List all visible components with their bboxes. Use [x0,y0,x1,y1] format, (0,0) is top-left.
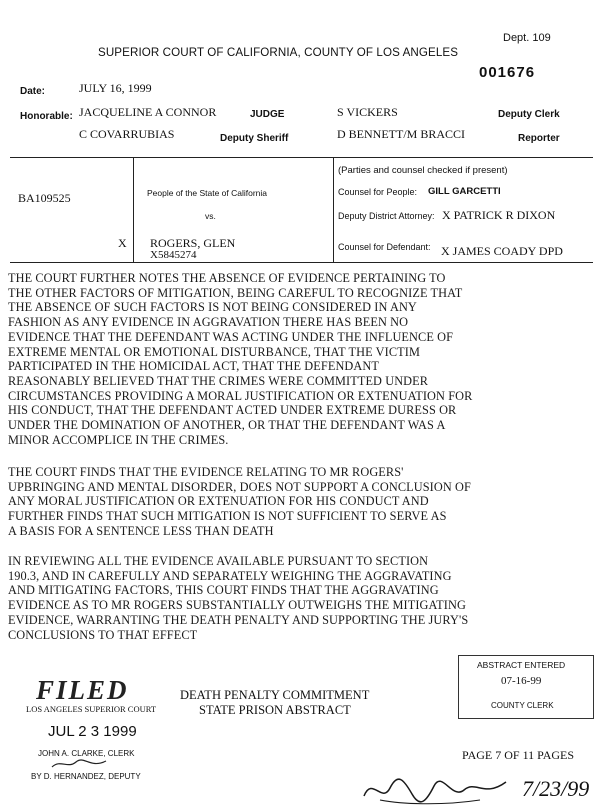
sheriff-label: Deputy Sheriff [220,133,289,144]
text-line: HIS CONDUCT, THAT THE DEFENDANT ACTED UNDER EXTREME DURESS OR [8,403,457,418]
sheriff-name: C COVARRUBIAS [79,127,175,141]
clerk-label: Deputy Clerk [498,109,560,120]
text-line: AND MITIGATING FACTORS, THIS COURT FINDS THAT THE AGGRAVATING [8,583,439,598]
judge-label: JUDGE [250,109,285,120]
case-box-top-rule [10,157,593,158]
text-line: EVIDENCE THAT THE DEFENDANT WAS ACTING UNDER THE INFLUENCE OF [8,329,454,344]
clerk-name: S VICKERS [337,105,398,119]
abstract-entered-box [458,655,594,719]
counsel-defendant-label: Counsel for Defendant: [338,242,431,252]
dda-label: Deputy District Attorney: [338,211,435,221]
court-title: SUPERIOR COURT OF CALIFORNIA, COUNTY OF LOS ANGELES [98,46,459,59]
text-line: MINOR ACCOMPLICE IN THE CRIMES. [8,432,229,447]
text-line: EXTREME MENTAL OR EMOTIONAL DISTURBANCE, THAT THE VICTIM [8,344,420,359]
text-line: UPBRINGING AND MENTAL DISORDER, DOES NOT SUPPORT A CONCLUSION OF [8,479,471,494]
dept-number: Dept. 109 [503,32,551,44]
case-box-bottom-rule [10,262,593,263]
text-line: THE ABSENCE OF SUCH FACTORS IS NOT BEING CONSIDERED IN ANY [8,300,417,315]
reporter-name: D BENNETT/M BRACCI [337,127,466,141]
dda-value: X PATRICK R DIXON [442,208,556,222]
defendant-name: ROGERS, GLEN [150,236,236,250]
counsel-people-value: GILL GARCETTI [428,186,501,197]
text-line: FASHION AS ANY EVIDENCE IN AGGRAVATION THERE HAS BEEN NO [8,315,409,330]
paragraph-mitigation-factors [8,271,593,447]
counsel-people-label: Counsel for People: [338,187,418,197]
signature-date: 7/23/99 [522,776,590,801]
text-line: THE COURT FINDS THAT THE EVIDENCE RELATING TO MR ROGERS' [8,465,404,479]
page-info: PAGE 7 OF 11 PAGES [462,748,575,762]
reporter-label: Reporter [518,133,560,144]
counsel-defendant-value: X JAMES COADY DPD [441,244,563,258]
defendant-id: X5845274 [150,249,197,261]
date-label: Date: [20,86,46,97]
vs-label: vs. [205,211,216,221]
deputy-initials-icon [50,757,110,771]
county-clerk-label: COUNTY CLERK [491,701,554,710]
text-line: REASONABLY BELIEVED THAT THE CRIMES WERE COMMITTED UNDER [8,373,429,388]
document-number: 001676 [479,64,536,81]
clerk-line: JOHN A. CLARKE, CLERK [38,749,135,758]
case-box-divider-left [133,157,134,262]
text-line: ANY MORAL JUSTIFICATION OR EXTENUATION FOR HIS CONDUCT AND [8,494,429,509]
date-value: JULY 16, 1999 [79,81,152,95]
honorable-label: Honorable: [20,111,73,122]
text-line: EVIDENCE, WARRANTING THE DEATH PENALTY AND SUPPORTING THE JURY'S [8,612,469,627]
deputy-line: BY D. HERNANDEZ, DEPUTY [31,772,141,781]
abstract-entered-date: 07-16-99 [501,675,542,687]
paragraph-weighing-conclusion [8,554,593,642]
text-line: CONCLUSIONS TO THAT EFFECT [8,627,198,642]
paragraph-upbringing-findings [8,465,593,539]
case-number: BA109525 [18,191,71,205]
text-line: EVIDENCE AS TO MR ROGERS SUBSTANTIALLY OUTWEIGHS THE MITIGATING [8,598,466,613]
judge-name: JACQUELINE A CONNOR [79,105,217,119]
text-line: PARTICIPATED IN THE HOMICIDAL ACT, THAT THE DEFENDANT [8,359,379,374]
parties-note: (Parties and counsel checked if present) [338,165,508,176]
abstract-entered-label: ABSTRACT ENTERED [477,660,566,670]
text-line: THE COURT FURTHER NOTES THE ABSENCE OF EVIDENCE PERTAINING TO [8,271,446,285]
case-box-divider-right [333,157,334,262]
commitment-line-2: STATE PRISON ABSTRACT [199,703,351,717]
signature-icon [360,770,510,810]
filed-court: LOS ANGELES SUPERIOR COURT [26,704,157,714]
text-line: A BASIS FOR A SENTENCE LESS THAN DEATH [8,523,274,538]
text-line: IN REVIEWING ALL THE EVIDENCE AVAILABLE PURSUANT TO SECTION [8,554,429,568]
filed-date: JUL 2 3 1999 [48,723,137,740]
defendant-present-mark: X [118,236,127,250]
people-label: People of the State of California [147,188,268,198]
text-line: UNDER THE DOMINATION OF ANOTHER, OR THAT THE DEFENDANT WAS A [8,418,446,433]
text-line: THE OTHER FACTORS OF MITIGATION, BEING CAREFUL TO RECOGNIZE THAT [8,285,463,300]
text-line: 190.3, AND IN CAREFULLY AND SEPARATELY WEIGHING THE AGGRAVATING [8,568,452,583]
text-line: FURTHER FINDS THAT SUCH MITIGATION IS NOT SUFFICIENT TO SERVE AS [8,509,447,524]
filed-stamp: FILED [36,675,129,705]
commitment-line-1: DEATH PENALTY COMMITMENT [180,688,370,702]
text-line: CIRCUMSTANCES PROVIDING A MORAL JUSTIFICATION OR EXTENUATION FOR [8,388,473,403]
